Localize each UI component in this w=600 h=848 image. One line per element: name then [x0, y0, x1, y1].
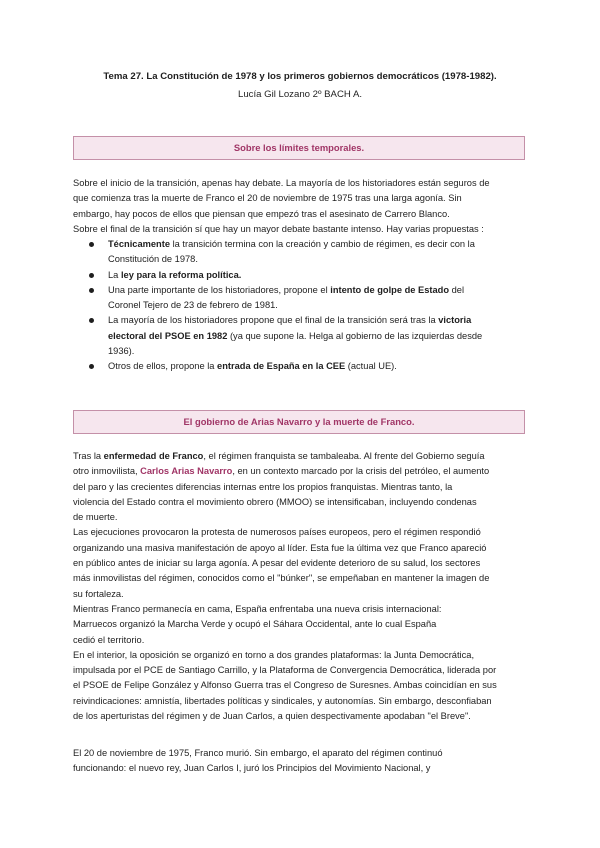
- section1-paragraph: [73, 176, 533, 237]
- text-line: embargo, hay pocos de ellos que piensan que empezó tras el asesinato de Carrero Blanco.: [73, 208, 450, 219]
- text-line: cedió el territorio.: [73, 634, 145, 645]
- text: (actual UE).: [345, 361, 397, 372]
- text-line: del paro y las crecientes diferencias internas entre los propios franquistas. Mientras tanto, la: [73, 481, 453, 492]
- section2-final-paragraph: [73, 746, 533, 777]
- text-line: En el interior, la oposición se organizó en torno a dos grandes plataformas: la Junta Democrática,: [73, 649, 475, 660]
- bold-text: ley para la reforma política.: [120, 269, 242, 280]
- text-line: Coronel Tejero de 23 de febrero de 1981.: [108, 300, 278, 311]
- text: (ya que supone la. Helga al gobierno de las izquierdas desde: [227, 330, 483, 341]
- text: la transición termina con la creación y cambio de régimen, es decir con la: [170, 239, 475, 249]
- text: , el régimen franquista se tambaleaba. Al frente del Gobierno seguía: [203, 451, 485, 461]
- text-line: reivindicaciones: amnistía, libertades políticas y sindicales, y autonomías. Sin embargo, desconfiaban: [73, 695, 492, 706]
- section-heading-limits: Sobre los límites temporales.: [73, 136, 525, 160]
- text-line: violencia del Estado contra el movimiento obrero (MMOO) se intensificaban, incluyendo condenas: [73, 496, 477, 507]
- bold-text: victoria: [438, 315, 472, 326]
- text-line: organizando una masiva manifestación de apoyo al líder. Esta fue la última vez que Franco apareció: [73, 542, 487, 553]
- text-line: impulsada por el PCE de Santiago Carrillo, y la Plataforma de Convergencia Democrática, liderada por: [73, 665, 497, 676]
- text-line: El 20 de noviembre de 1975, Franco murió. Sin embargo, el aparato del régimen continuó: [73, 748, 443, 758]
- bullet-icon: [89, 288, 94, 293]
- text: otro inmovilista,: [73, 466, 141, 477]
- bold-text: electoral del PSOE en 1982: [108, 330, 228, 341]
- person-name-highlight: Carlos Arias Navarro: [140, 466, 233, 477]
- text: Otros de ellos, propone la: [108, 361, 218, 372]
- list-item: [73, 313, 533, 359]
- text-line: Sobre el final de la transición sí que hay un mayor debate bastante intenso. Hay varias propuestas :: [73, 223, 484, 234]
- text-line: el PSOE de Felipe González y Alfonso Guerra tras el Congreso de Suresnes. Ambas coincidían en sus: [73, 680, 497, 691]
- bold-text: enfermedad de Franco: [103, 451, 204, 461]
- text: La mayoría de los historiadores propone que el final de la transición será tras la: [108, 315, 439, 326]
- bullet-icon: [89, 318, 94, 323]
- bold-text: Técnicamente: [108, 239, 171, 249]
- bold-text: intento de golpe de Estado: [330, 284, 450, 295]
- text: Tras la: [73, 451, 104, 461]
- section-heading-arias-navarro: El gobierno de Arias Navarro y la muerte de Franco.: [73, 410, 525, 434]
- text-line: que comienza tras la muerte de Franco el 20 de noviembre de 1975 tras una larga agonía. Sin: [73, 193, 462, 204]
- text-line: Marruecos organizó la Marcha Verde y ocupó el Sáhara Occidental, ante lo cual España: [73, 619, 437, 630]
- bullet-icon: [89, 364, 94, 369]
- list-item: [73, 283, 533, 314]
- text-line: su fortaleza.: [73, 588, 124, 599]
- text-line: Mientras Franco permanecía en cama, España enfrentaba una nueva crisis internacional:: [73, 603, 442, 614]
- text: Una parte importante de los historiadores, propone el: [108, 284, 331, 295]
- text: La: [108, 269, 121, 280]
- text-line: de muerte.: [73, 512, 118, 523]
- list-item: [73, 359, 533, 374]
- text: , en un contexto marcado por la crisis del petróleo, el aumento: [232, 466, 490, 477]
- text-line: Las ejecuciones provocaron la protesta de numerosos países europeos, pero el régimen respondió: [73, 527, 481, 538]
- proposals-list: [73, 237, 533, 375]
- text-line: Sobre el inicio de la transición, apenas hay debate. La mayoría de los historiadores están seguros de: [73, 178, 490, 188]
- list-item: [73, 268, 533, 283]
- text-line: más inmovilistas del régimen, conocidos como el "búnker", se empeñaban en mantener la imagen de: [73, 573, 490, 584]
- text-line: en público antes de iniciar su larga agonía. A pesar del evidente deterioro de su salud, los sectores: [73, 558, 481, 569]
- text-line: Constitución de 1978.: [108, 254, 198, 265]
- bullet-icon: [89, 273, 94, 278]
- text: del: [449, 284, 465, 295]
- document-title: Tema 27. La Constitución de 1978 y los primeros gobiernos democráticos (1978-1982).: [103, 71, 497, 82]
- bold-text: entrada de España en la CEE: [217, 361, 346, 372]
- document-author: Lucía Gil Lozano 2º BACH A.: [237, 89, 363, 100]
- text-line: de los aperturistas del régimen y de Juan Carlos, a quien despectivamente apodaban "el Breve".: [73, 711, 471, 722]
- bullet-icon: [89, 242, 94, 247]
- section2-paragraph: [73, 449, 533, 724]
- list-item: [73, 237, 533, 268]
- text-line: 1936).: [108, 346, 135, 357]
- text-line: funcionando: el nuevo rey, Juan Carlos I, juró los Principios del Movimiento Nacional, y: [73, 763, 431, 774]
